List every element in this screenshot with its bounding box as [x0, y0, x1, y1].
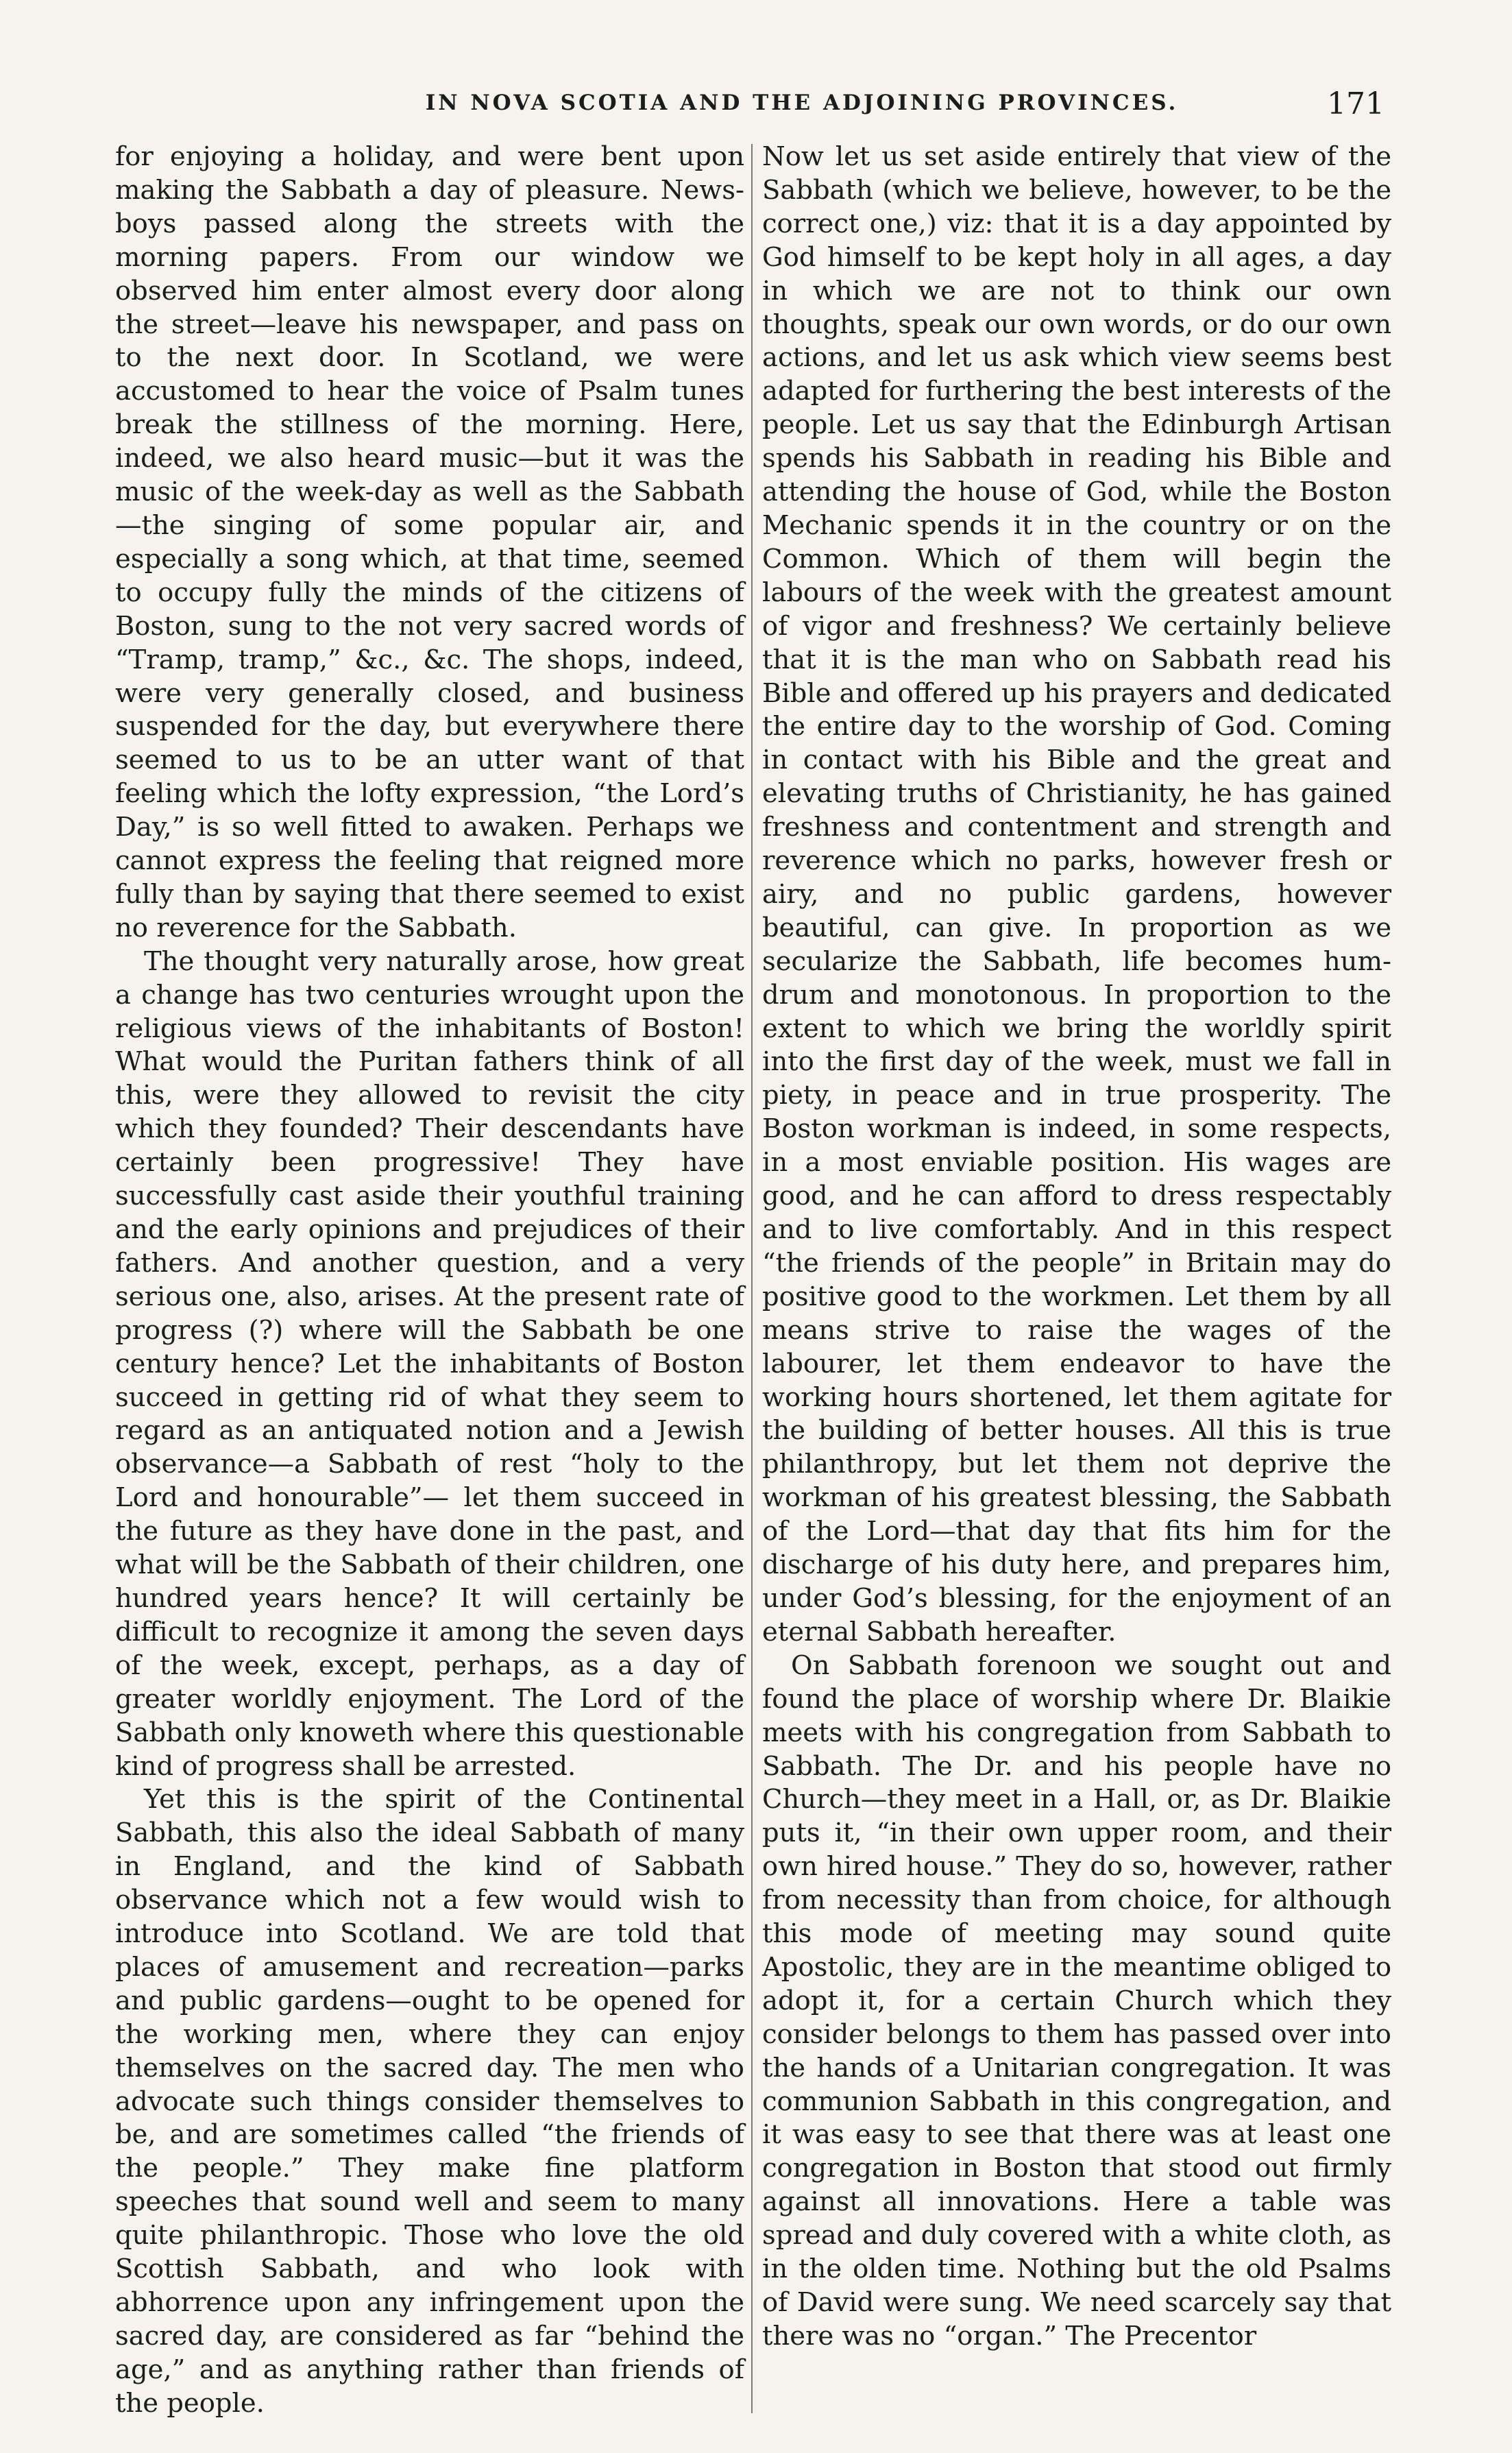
running-title: IN NOVA SCOTIA AND THE ADJOINING PROVINCES. [425, 90, 1179, 115]
paragraph: Yet this is the spirit of the Continental Sabbath, this also the ideal Sabbath of many in England, and the kind of Sabbath observance which not a few would wish to introduce into Scotland. We are told that places of amusement and recreation—parks and public gardens—ought to be opened for the working men, where they can enjoy themselves on the sacred day. The men who advocate such things consider themselves to be, and are sometimes called “the friends of the people.” They make fine platform speeches that sound well and seem to many quite philanthropic. Those who love the old Scottish Sabbath, and who look with abhorrence upon any infringement upon the sacred day, are considered as far “behind the age,” and as anything rather than friends of the people. [115, 1784, 744, 2419]
column-divider [751, 144, 753, 2413]
left-column [115, 141, 744, 2424]
page-number: 171 [1327, 86, 1385, 121]
paragraph: Now let us set aside entirely that view of the Sabbath (which we believe, however, to be the correct one,) viz: that it is a day appointed by God himself to be kept holy in all ages, a day in which we are not to think our own thoughts, speak our own words, or do our own actions, and let us ask which view seems best adapted for furthering the best interests of the people. Let us say that the Edinburgh Artisan spends his Sabbath in reading his Bible and attending the house of God, while the Boston Mechanic spends it in the country or on the Common. Which of them will begin the labours of the week with the greatest amount of vigor and freshness? We certainly believe that it is the man who on Sabbath read his Bible and offered up his prayers and dedicated the entire day to the worship of God. Coming in contact with his Bible and the great and elevating truths of Christianity, he has gained freshness and contentment and strength and reverence which no parks, however fresh or airy, and no public gardens, however beautiful, can give. In proportion as we secularize the Sabbath, life becomes hum-drum and monotonous. In proportion to the extent to which we bring the worldly spirit into the first day of the week, must we fall in piety, in peace and in true prosperity. The Boston workman is indeed, in some respects, in a most enviable position. His wages are good, and he can afford to dress respectably and to live comfortably. And in this respect “the friends of the people” in Britain may do positive good to the workmen. Let them by all means strive to raise the wages of the labourer, let them endeavor to have the working hours shortened, let them agitate for the building of better houses. All this is true philanthropy, but let them not deprive the workman of his greatest blessing, the Sabbath of the Lord—that day that fits him for the discharge of his duty here, and prepares him, under God’s blessing, for the enjoyment of an eternal Sabbath hereafter. [762, 141, 1391, 1647]
paragraph: On Sabbath forenoon we sought out and found the place of worship where Dr. Blaikie meets with his congregation from Sabbath to Sabbath. The Dr. and his people have no Church—they meet in a Hall, or, as Dr. Blaikie puts it, “in their own upper room, and their own hired house.” They do so, however, rather from necessity than from choice, for although this mode of meeting may sound quite Apostolic, they are in the meantime obliged to adopt it, for a certain Church which they consider belongs to them has passed over into the hands of a Unitarian congregation. It was communion Sabbath in this congregation, and it was easy to see that there was at least one congregation in Boston that stood out firmly against all innovations. Here a table was spread and duly covered with a white cloth, as in the olden time. Nothing but the old Psalms of David were sung. We need scarcely say that there was no “organ.” The Precentor [762, 1650, 1391, 2352]
paragraph: The thought very naturally arose, how great a change has two centuries wrought upon the religious views of the inhabitants of Boston! What would the Puritan fathers think of all this, were they allowed to revisit the city which they founded? Their descendants have certainly been progressive! They have successfully cast aside their youthful training and the early opinions and prejudices of their fathers. And another question, and a very serious one, also, arises. At the present rate of progress (?) where will the Sabbath be one century hence? Let the inhabitants of Boston succeed in getting rid of what they seem to regard as an antiquated notion and a Jewish observance—a Sabbath of rest “holy to the Lord and honourable”— let them succeed in the future as they have done in the past, and what will be the Sabbath of their children, one hundred years hence? It will certainly be difficult to recognize it among the seven days of the week, except, perhaps, as a day of greater worldly enjoyment. The Lord of the Sabbath only knoweth where this questionable kind of progress shall be arrested. [115, 945, 744, 1782]
paragraph: for enjoying a holiday, and were bent upon making the Sabbath a day of pleasure. News-boys passed along the streets with the morning papers. From our window we observed him enter almost every door along the street—leave his newspaper, and pass on to the next door. In Scotland, we were accustomed to hear the voice of Psalm tunes break the stillness of the morning. Here, indeed, we also heard music—but it was the music of the week-day as well as the Sabbath —the singing of some popular air, and especially a song which, at that time, seemed to occupy fully the minds of the citizens of Boston, sung to the not very sacred words of “Tramp, tramp,” &c., &c. The shops, indeed, were very generally closed, and business suspended for the day, but everywhere there seemed to us to be an utter want of that feeling which the lofty expression, “the Lord’s Day,” is so well fitted to awaken. Perhaps we cannot express the feeling that reigned more fully than by saying that there seemed to exist no reverence for the Sabbath. [115, 141, 744, 943]
right-column [762, 141, 1391, 2424]
running-head [110, 86, 1385, 132]
